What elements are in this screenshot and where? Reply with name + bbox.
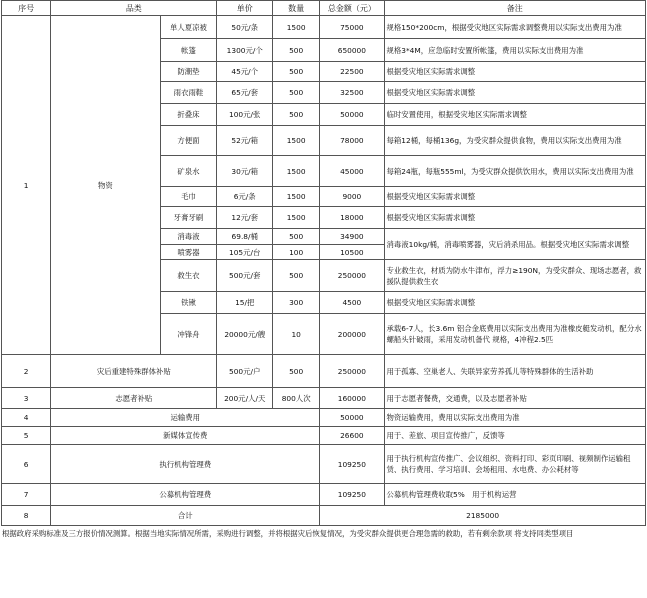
row5-note: 用于、差旅、项目宣传推广，反馈等	[384, 427, 646, 445]
row2-category: 灾后重建特殊群体补贴	[51, 355, 217, 388]
group1-category: 物资	[51, 16, 160, 355]
item-total: 32500	[320, 82, 384, 104]
item-price: 30元/箱	[217, 156, 273, 187]
item-note: 根据受灾地区实际需求调整	[384, 207, 646, 229]
item-total: 75000	[320, 16, 384, 39]
row2-qty: 500	[273, 355, 320, 388]
item-total: 18000	[320, 207, 384, 229]
row3-price: 200元/人/天	[217, 388, 273, 409]
row7-note: 公募机构管理费收取5% 用于机构运营	[384, 484, 646, 506]
header-row	[2, 1, 646, 16]
row2-price: 500元/户	[217, 355, 273, 388]
item-qty: 500	[273, 82, 320, 104]
table-row-4	[2, 409, 646, 427]
item-name: 防潮垫	[160, 62, 217, 82]
item-total: 22500	[320, 62, 384, 82]
row5-seq: 5	[2, 427, 51, 445]
item-note: 根据受灾地区实际需求调整	[384, 62, 646, 82]
item-note: 临时安置使用，根据受灾地区实际需求调整	[384, 104, 646, 126]
table-row-6	[2, 445, 646, 484]
item-price: 500元/套	[217, 260, 273, 292]
item-name: 方便面	[160, 126, 217, 156]
item-total: 45000	[320, 156, 384, 187]
item-price: 1300元/个	[217, 39, 273, 62]
item-qty: 1500	[273, 187, 320, 207]
item-qty: 1500	[273, 126, 320, 156]
row7-total: 109250	[320, 484, 384, 506]
item-note: 每箱12桶，每桶136g，为受灾群众提供食物，费用以实际支出费用为准	[384, 126, 646, 156]
item-price: 52元/箱	[217, 126, 273, 156]
item-note: 规格150*200cm，根据受灾地区实际需求调整费用以实际支出费用为准	[384, 16, 646, 39]
item-price: 50元/条	[217, 16, 273, 39]
item-price: 12元/套	[217, 207, 273, 229]
item-qty: 500	[273, 104, 320, 126]
item-qty: 500	[273, 229, 320, 245]
item-name: 帐篷	[160, 39, 217, 62]
item-note: 根据受灾地区实际需求调整	[384, 292, 646, 314]
row7-seq: 7	[2, 484, 51, 506]
row3-category: 志愿者补贴	[51, 388, 217, 409]
item-note: 规格3*4M，应急临时安置所帐篷，费用以实际支出费用为准	[384, 39, 646, 62]
row6-note: 用于执行机构宣传推广、会议组织、资料打印、彩页印刷、视频制作运输租赁、执行费用、学习培训、会场租用、水电费、办公耗材等	[384, 445, 646, 484]
row2-total: 250000	[320, 355, 384, 388]
item-name: 矿泉水	[160, 156, 217, 187]
item-total: 9000	[320, 187, 384, 207]
row2-note: 用于孤寡、空巢老人、失联异家劳养孤儿等特殊群体的生活补助	[384, 355, 646, 388]
item-total: 650000	[320, 39, 384, 62]
row3-seq: 3	[2, 388, 51, 409]
item-total: 4500	[320, 292, 384, 314]
header-category: 品类	[51, 1, 217, 16]
item-total: 34900	[320, 229, 384, 245]
header-total: 总金额（元）	[320, 1, 384, 16]
row8-label: 合计	[51, 506, 320, 526]
footnote: 根据政府采购标准及三方报价情况测算。根据当地实际情况所需，采购进行调整，并将根据灾后恢复情况，为受灾群众提供更合理急需的救助，若有剩余款项 将支持同类型项目	[2, 529, 574, 538]
row5-total: 26600	[320, 427, 384, 445]
item-qty: 1500	[273, 156, 320, 187]
item-total: 200000	[320, 314, 384, 355]
row4-seq: 4	[2, 409, 51, 427]
item-price: 45元/个	[217, 62, 273, 82]
item-name: 雨衣雨鞋	[160, 82, 217, 104]
item-price: 105元/台	[217, 245, 273, 260]
table-row-5	[2, 427, 646, 445]
row6-category: 执行机构管理费	[51, 445, 320, 484]
table-row-3	[2, 388, 646, 409]
item-note: 根据受灾地区实际需求调整	[384, 82, 646, 104]
table-row-2	[2, 355, 646, 388]
row4-total: 50000	[320, 409, 384, 427]
table-row	[2, 16, 646, 39]
item-total: 78000	[320, 126, 384, 156]
item-note: 根据受灾地区实际需求调整	[384, 187, 646, 207]
item-name: 铁锹	[160, 292, 217, 314]
budget-table	[1, 0, 646, 526]
item-name: 毛巾	[160, 187, 217, 207]
item-price: 100元/张	[217, 104, 273, 126]
row7-category: 公募机构管理费	[51, 484, 320, 506]
item-name: 牙膏牙刷	[160, 207, 217, 229]
item-price: 15/把	[217, 292, 273, 314]
header-price: 单价	[217, 1, 273, 16]
row3-note: 用于志愿者餐费，交通费，以及志愿者补贴	[384, 388, 646, 409]
item-name: 单人夏凉被	[160, 16, 217, 39]
header-note: 备注	[384, 1, 646, 16]
row3-qty: 800人次	[273, 388, 320, 409]
item-note: 消毒液10kg/桶，消毒喷雾器，灾后消杀用品。根据受灾地区实际需求调整	[384, 229, 646, 260]
item-note: 每箱24瓶，每瓶555ml，为受灾群众提供饮用水，费用以实际支出费用为准	[384, 156, 646, 187]
item-qty: 100	[273, 245, 320, 260]
row6-total: 109250	[320, 445, 384, 484]
table-row-8	[2, 506, 646, 526]
table-row-7	[2, 484, 646, 506]
item-total: 50000	[320, 104, 384, 126]
row4-category: 运输费用	[51, 409, 320, 427]
group1-seq: 1	[2, 16, 51, 355]
item-note: 承载6-7人，长3.6m 铝合金底费用以实际支出费用为准橡皮艇发动机，配分水螺船头针破雨，采用发动机备代 规格，4冲程2.5匹	[384, 314, 646, 355]
row3-total: 160000	[320, 388, 384, 409]
item-qty: 1500	[273, 207, 320, 229]
item-name: 折叠床	[160, 104, 217, 126]
row8-total: 2185000	[320, 506, 646, 526]
item-price: 6元/条	[217, 187, 273, 207]
header-seq: 序号	[2, 1, 51, 16]
row5-category: 新媒体宣传费	[51, 427, 320, 445]
item-price: 20000元/艘	[217, 314, 273, 355]
row2-seq: 2	[2, 355, 51, 388]
item-name: 喷雾器	[160, 245, 217, 260]
item-qty: 500	[273, 260, 320, 292]
row6-seq: 6	[2, 445, 51, 484]
header-qty: 数量	[273, 1, 320, 16]
item-qty: 500	[273, 62, 320, 82]
item-name: 冲锋舟	[160, 314, 217, 355]
item-note: 专业救生衣，材质为防水牛津布，浮力≥190N，为受灾群众、现场志愿者，救援队提供救生衣	[384, 260, 646, 292]
item-price: 69.8/桶	[217, 229, 273, 245]
item-price: 65元/套	[217, 82, 273, 104]
item-qty: 500	[273, 39, 320, 62]
item-total: 10500	[320, 245, 384, 260]
row8-seq: 8	[2, 506, 51, 526]
item-name: 救生衣	[160, 260, 217, 292]
item-total: 250000	[320, 260, 384, 292]
item-qty: 10	[273, 314, 320, 355]
item-qty: 300	[273, 292, 320, 314]
item-qty: 1500	[273, 16, 320, 39]
row4-note: 物资运输费用，费用以实际支出费用为准	[384, 409, 646, 427]
item-name: 消毒液	[160, 229, 217, 245]
